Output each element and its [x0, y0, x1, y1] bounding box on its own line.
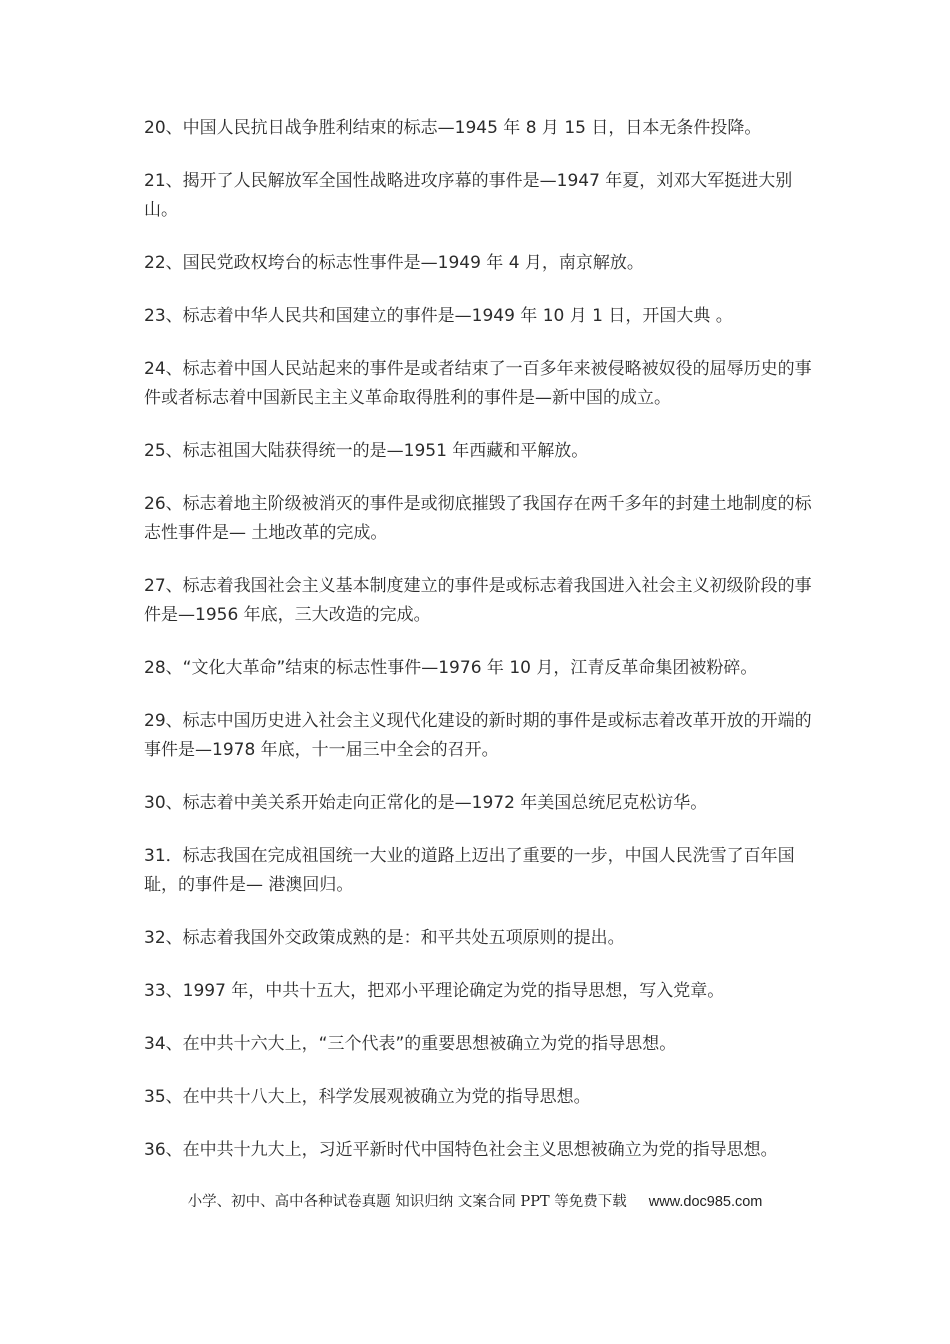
list-item: 26、标志着地主阶级被消灭的事件是或彻底摧毁了我国存在两千多年的封建土地制度的标志性事件是— 土地改革的完成。 — [144, 494, 812, 543]
list-item: 27、标志着我国社会主义基本制度建立的事件是或标志着我国进入社会主义初级阶段的事件是—1956 年底，三大改造的完成。 — [144, 576, 812, 625]
list-item: 35、在中共十八大上，科学发展观被确立为党的指导思想。 — [144, 1087, 591, 1107]
list-item: 36、在中共十九大上，习近平新时代中国特色社会主义思想被确立为党的指导思想。 — [144, 1140, 778, 1160]
document-body — [144, 114, 816, 1189]
list-item: 34、在中共十六大上，“三个代表”的重要思想被确立为党的指导思想。 — [144, 1034, 677, 1054]
list-item: 31．标志我国在完成祖国统一大业的道路上迈出了重要的一步，中国人民洗雪了百年国耻，的事件是— 港澳回归。 — [144, 846, 795, 895]
list-item: 23、标志着中华人民共和国建立的事件是—1949 年 10 月 1 日，开国大典 。 — [144, 306, 733, 326]
footer-site-link[interactable]: www.doc985.com — [648, 1194, 763, 1210]
list-item: 28、“文化大革命”结束的标志性事件—1976 年 10 月，江青反革命集团被粉碎。 — [144, 658, 758, 678]
page-footer — [0, 1190, 950, 1211]
footer-text: 小学、初中、高中各种试卷真题 知识归纳 文案合同 PPT 等免费下载 — [187, 1194, 627, 1210]
list-item: 33、1997 年，中共十五大，把邓小平理论确定为党的指导思想，写入党章。 — [144, 981, 725, 1001]
list-item: 25、标志祖国大陆获得统一的是—1951 年西藏和平解放。 — [144, 441, 589, 461]
list-item: 29、标志中国历史进入社会主义现代化建设的新时期的事件是或标志着改革开放的开端的事件是—1978 年底，十一届三中全会的召开。 — [144, 711, 812, 760]
list-item: 24、标志着中国人民站起来的事件是或者结束了一百多年来被侵略被奴役的屈辱历史的事件或者标志着中国新民主主义革命取得胜利的事件是—新中国的成立。 — [144, 359, 812, 408]
list-item: 21、揭开了人民解放军全国性战略进攻序幕的事件是—1947 年夏，刘邓大军挺进大别山。 — [144, 171, 793, 220]
list-item: 20、中国人民抗日战争胜利结束的标志—1945 年 8 月 15 日，日本无条件投降。 — [144, 118, 762, 138]
list-item: 30、标志着中美关系开始走向正常化的是—1972 年美国总统尼克松访华。 — [144, 793, 708, 813]
list-item: 32、标志着我国外交政策成熟的是：和平共处五项原则的提出。 — [144, 928, 625, 948]
list-item: 22、国民党政权垮台的标志性事件是—1949 年 4 月，南京解放。 — [144, 253, 644, 273]
